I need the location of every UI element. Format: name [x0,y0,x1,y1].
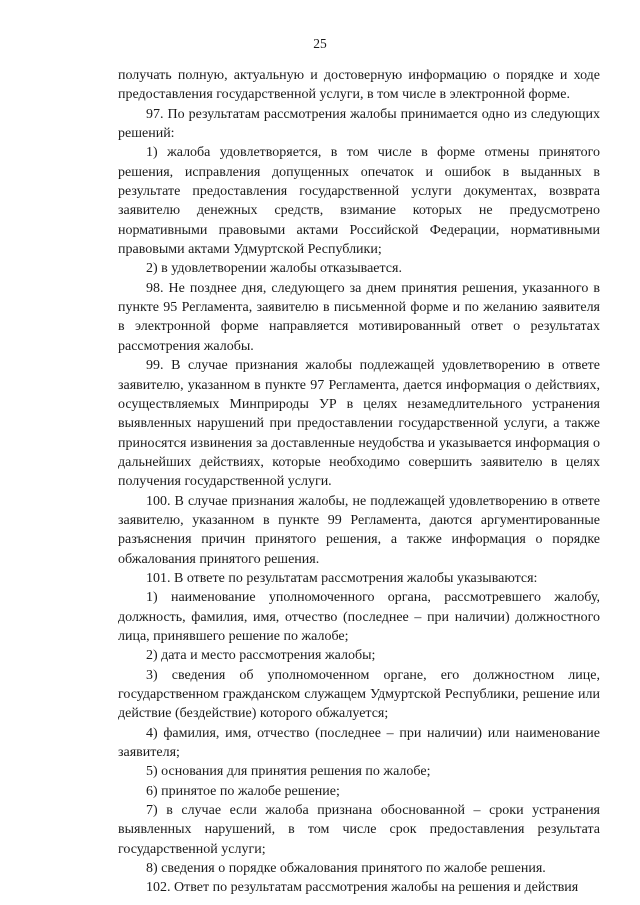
paragraph-102: 102. Ответ по результатам рассмотрения жалобы на решения и действия [146,880,579,896]
document-body [118,66,600,898]
paragraph-99: 99. В случае признания жалобы подлежащей удовлетворению в ответе заявителю, указанном в пункте 97 Регламента, дается информация о действиях, осуществляемых Минприроды УР в целях незамедлительного устранения выявленных нарушений при предоставлении государственной услуги, а также приносятся извинения за доставленные неудобства и указывается информация о дальнейших действиях, которые необходимо совершить заявителю в целях получения государственной услуги. [118,358,600,490]
list-item-101-7: 7) в случае если жалоба признана обоснованной – сроки устранения выявленных нарушений, в том числе срок предоставления результата государственной услуги; [118,803,600,857]
paragraph-98: 98. Не позднее дня, следующего за днем принятия решения, указанного в пункте 95 Регламента, заявителю в письменной форме и по желанию заявителя в электронной форме направляется мотивированный ответ о результатах рассмотрения жалобы. [118,280,600,354]
list-item-101-1: 1) наименование уполномоченного органа, рассмотревшего жалобу, должность, фамилия, имя, отчество (последнее – при наличии) должностного лица, принявшего решение по жалобе; [118,590,600,644]
paragraph-97: 97. По результатам рассмотрения жалобы принимается одно из следующих решений: [118,106,600,142]
paragraph-100: 100. В случае признания жалобы, не подлежащей удовлетворению в ответе заявителю, указанном в пункте 99 Регламента, даются аргументированные разъяснения причин принятого решения, а также информация о порядке обжалования принятого решения. [118,493,600,567]
list-item-97-1: 1) жалоба удовлетворяется, в том числе в форме отмены принятого решения, исправления допущенных опечаток и ошибок в выданных в результате предоставления государственной услуги документах, возврата заявителю денежных средств, взимание которых не предусмотрено нормативными правовыми актами Российской Федерации, нормативными правовыми актами Удмуртской Республики; [118,145,600,258]
page-number: 25 [313,36,327,51]
list-item-101-5: 5) основания для принятия решения по жалобе; [146,764,431,780]
paragraph-101: 101. В ответе по результатам рассмотрения жалобы указываются: [146,570,538,586]
list-item-101-8: 8) сведения о порядке обжалования принятого по жалобе решения. [146,861,546,877]
list-item-101-6: 6) принятое по жалобе решение; [146,783,340,799]
list-item-101-3: 3) сведения об уполномоченном органе, его должностном лице, государственном гражданском служащем Удмуртской Республики, решение или действие (бездействие) которого обжалуется; [118,667,600,722]
list-item-97-2: 2) в удовлетворении жалобы отказывается. [146,261,402,277]
list-item-101-2: 2) дата и место рассмотрения жалобы; [146,648,376,664]
paragraph-continuation: получать полную, актуальную и достоверную информацию о порядке и ходе предоставления государственной услуги, в том числе в электронной форме. [118,68,600,103]
list-item-101-4: 4) фамилия, имя, отчество (последнее – при наличии) или наименование заявителя; [118,725,600,761]
